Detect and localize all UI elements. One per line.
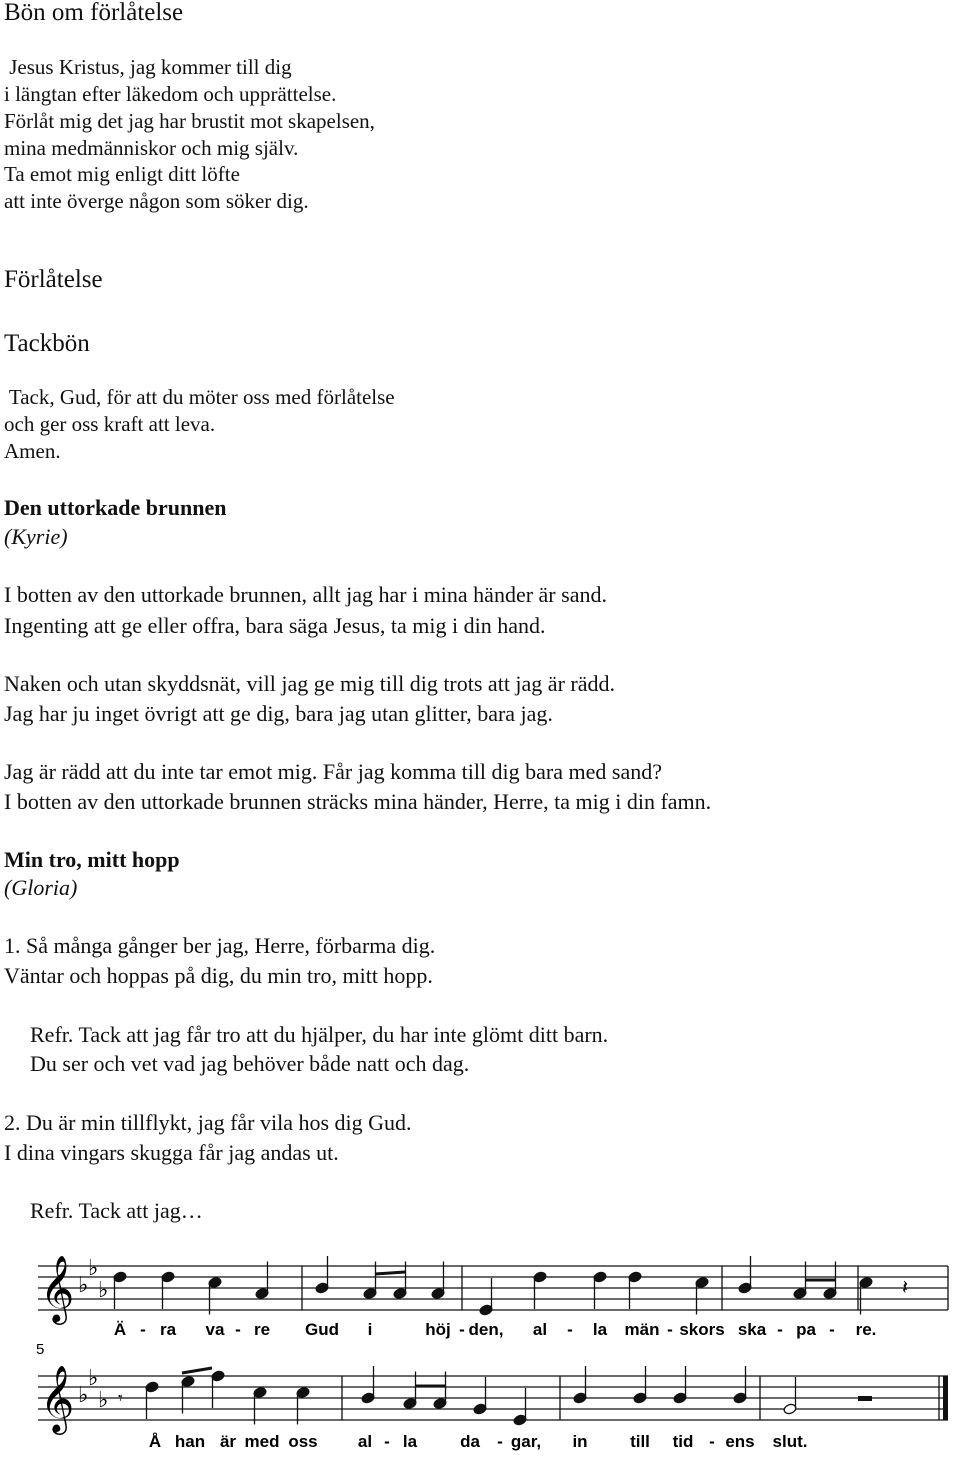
heading-min-tro: Min tro, mitt hopp [4,847,180,872]
refrain-line: Du ser och vet vad jag behöver både natt och dag. [30,1051,470,1076]
lyric-syllable: män [624,1320,660,1339]
music-score [0,1236,960,1461]
lyric-syllable: da [460,1432,480,1451]
lyric-syllable: - [235,1320,241,1339]
staff-1 [38,1254,948,1325]
prayer-line: i längtan efter läkedom och upprättelse. [4,82,337,106]
lyric-syllable: slut. [772,1432,808,1451]
lyric-syllable: - [140,1320,146,1339]
verse-line: I dina vingars skugga får jag andas ut. [4,1140,339,1165]
subtitle-gloria: (Gloria) [4,875,78,900]
lyric-syllable: al [357,1432,373,1451]
treble-clef-icon: 𝄞 [40,1364,75,1432]
flat-icon: ♭ [88,1256,99,1281]
song-line: Jag har ju inget övrigt att ge dig, bara jag utan glitter, bara jag. [4,701,553,726]
lyric-syllable: skors [679,1320,725,1339]
final-bar [943,1376,948,1420]
lyric-syllable: la [592,1320,608,1339]
lyric-syllable: höj [425,1320,451,1339]
measure-number: 5 [36,1341,45,1358]
lyric-syllable: al [532,1320,548,1339]
song-line: Jag är rädd att du inte tar emot mig. Får jag komma till dig bara med sand? [4,759,662,784]
song-line: I botten av den uttorkade brunnen sträcks mina händer, Herre, ta mig i din famn. [4,789,712,814]
refrain-line: Refr. Tack att jag… [30,1198,203,1223]
lyric-syllable: gar, [510,1432,542,1451]
lyric-syllable: - [829,1320,835,1339]
tackbon-line: Tack, Gud, för att du möter oss med förlåtelse [4,385,395,409]
lyric-syllable: han [174,1432,206,1451]
lyric-syllable: va [205,1320,225,1339]
flat-icon: ♭ [78,1273,89,1298]
lyric-syllable: in [572,1432,588,1451]
lyric-syllable: tid [672,1432,694,1451]
lyric-syllable: la [402,1432,418,1451]
beam [375,1272,405,1274]
lyric-syllable: i [367,1320,373,1339]
verse-line: 1. Så många gånger ber jag, Herre, förbarma dig. [4,933,436,958]
rest-icon: 𝄽 [902,1275,909,1299]
heading-bon-om-forlatelse: Bön om förlåtelse [4,0,184,26]
heading-uttorkade-brunnen: Den uttorkade brunnen [4,495,227,520]
lyrics-row-1 [114,1320,877,1339]
flat-icon: ♭ [98,1388,109,1413]
refrain-line: Refr. Tack att jag får tro att du hjälper, du har inte glömt ditt barn. [30,1022,609,1047]
verse-line: Väntar och hoppas på dig, du min tro, mitt hopp. [4,963,433,988]
lyric-syllable: ens [725,1432,755,1451]
tackbon-line: och ger oss kraft att leva. [4,412,216,436]
song-line: Naken och utan skyddsnät, vill jag ge mig till dig trots att jag är rädd. [4,671,615,696]
flat-icon: ♭ [98,1278,109,1303]
prayer-line: mina medmänniskor och mig själv. [4,136,299,160]
subtitle-kyrie: (Kyrie) [4,524,68,549]
treble-clef-icon: 𝄞 [40,1254,75,1322]
lyric-syllable: - [567,1320,573,1339]
lyric-syllable: re. [855,1320,877,1339]
tackbon-line: Amen. [4,439,61,463]
beam [182,1368,212,1373]
heading-forlatelse: Förlåtelse [4,266,103,293]
lyric-syllable: till [630,1432,650,1451]
lyric-syllable: - [667,1320,673,1339]
lyric-syllable: ska [737,1320,767,1339]
lyric-syllable: Gud [305,1320,339,1339]
song-line: Ingenting att ge eller offra, bara säga Jesus, ta mig i din hand. [4,613,546,638]
lyric-syllable: oss [288,1432,318,1451]
prayer-line: Jesus Kristus, jag kommer till dig [4,55,292,79]
rest-icon: 𝄾 [118,1388,123,1409]
lyric-syllable: pa [796,1320,816,1339]
prayer-line: Förlåt mig det jag har brustit mot skapelsen, [4,109,375,133]
lyric-syllable: den, [468,1320,504,1339]
lyric-syllable: - [459,1320,465,1339]
verse-line: 2. Du är min tillflykt, jag får vila hos dig Gud. [4,1110,412,1135]
flat-icon: ♭ [88,1366,99,1391]
lyric-syllable: - [497,1432,503,1451]
lyric-syllable: - [777,1320,783,1339]
lyric-syllable: re [253,1320,271,1339]
lyric-syllable: Å [148,1432,162,1451]
whole-rest-icon [858,1396,872,1401]
prayer-line: att inte överge någon som söker dig. [4,189,309,213]
song-line: I botten av den uttorkade brunnen, allt jag har i mina händer är sand. [4,582,607,607]
flat-icon: ♭ [78,1383,89,1408]
lyrics-row-2 [149,1432,808,1451]
lyric-syllable: - [709,1432,715,1451]
prayer-line: Ta emot mig enligt ditt löfte [4,162,240,186]
lyric-syllable: Ä [113,1320,127,1339]
staff-2 [38,1364,948,1435]
lyric-syllable: med [244,1432,280,1451]
lyric-syllable: - [384,1432,390,1451]
lyric-syllable: ra [159,1320,177,1339]
heading-tackbon: Tackbön [4,330,90,357]
lyric-syllable: är [219,1432,237,1451]
